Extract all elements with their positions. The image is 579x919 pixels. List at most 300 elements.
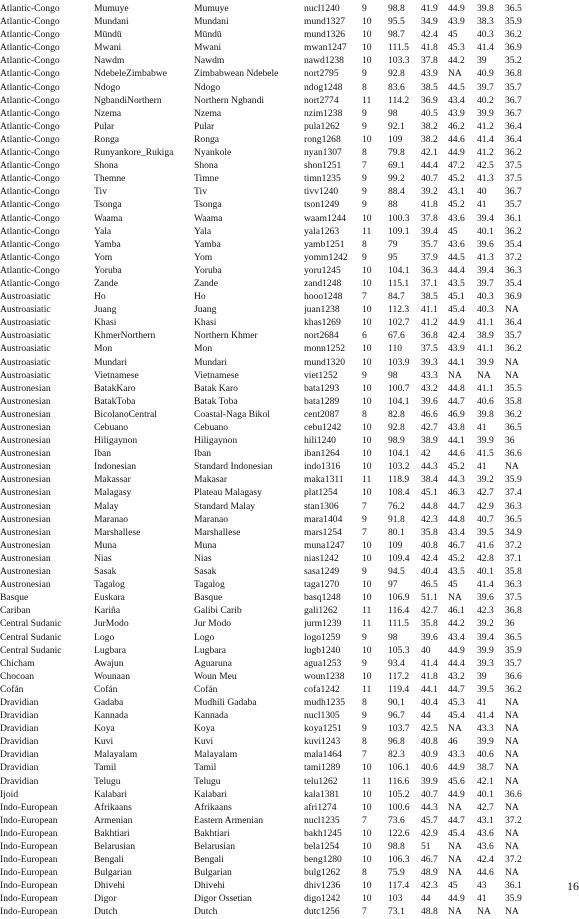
value-cell: 42.9	[477, 500, 494, 512]
value-cell: 38.2	[421, 120, 438, 132]
count-cell: 10	[362, 448, 372, 460]
value-cell: 47.2	[448, 160, 465, 172]
family-cell: Central Sudanic	[0, 631, 62, 643]
table-row	[0, 578, 529, 591]
name-cell: Awajun	[94, 657, 124, 669]
name-cell: Waama	[94, 212, 123, 224]
glottolog-name-cell: Sasak	[194, 566, 217, 578]
glottocode-cell: dutc1256	[304, 906, 340, 918]
value-cell: 98.8	[388, 3, 405, 14]
glottolog-name-cell: Cofán	[194, 683, 218, 695]
family-cell: Atlantic-Congo	[0, 107, 60, 119]
name-cell: Shona	[94, 160, 118, 172]
value-cell: 40	[477, 186, 487, 198]
value-cell: 102.7	[388, 317, 410, 329]
name-cell: Runyankore_Rukiga	[94, 147, 174, 159]
family-cell: Cariban	[0, 605, 31, 617]
count-cell: 10	[362, 133, 372, 145]
name-cell: Marshallese	[94, 526, 141, 538]
value-cell: 116.4	[388, 605, 410, 617]
family-cell: Ijoid	[0, 788, 19, 800]
value-cell: NA	[448, 867, 462, 879]
glottocode-cell: jurm1239	[304, 618, 342, 630]
glottolog-name-cell: Plateau Malagasy	[194, 487, 262, 499]
family-cell: Austronesian	[0, 435, 51, 447]
family-cell: Indo-European	[0, 841, 58, 852]
value-cell: 39.6	[477, 592, 494, 604]
value-cell: 103.2	[388, 461, 410, 473]
count-cell: 8	[362, 736, 367, 748]
count-cell: 10	[362, 788, 372, 800]
count-cell: 11	[362, 225, 372, 237]
count-cell: 11	[362, 94, 372, 106]
value-cell: 41.4	[421, 657, 438, 669]
name-cell: Malagasy	[94, 487, 132, 499]
value-cell: 46.3	[448, 487, 465, 499]
value-cell: 45	[448, 880, 458, 892]
value-cell: 39.8	[477, 3, 494, 14]
name-cell: Koya	[94, 723, 115, 735]
name-cell: Bulgarian	[94, 867, 132, 879]
glottocode-cell: nias1242	[304, 552, 339, 564]
value-cell: 36.4	[505, 120, 522, 132]
name-cell: Tsonga	[94, 199, 122, 211]
family-cell: Austronesian	[0, 408, 51, 420]
table-row	[0, 107, 529, 120]
count-cell: 9	[362, 723, 367, 735]
value-cell: 104.1	[388, 264, 410, 276]
name-cell: Kuvi	[94, 736, 114, 748]
glottolog-name-cell: Mumuye	[194, 3, 229, 14]
table-row	[0, 342, 529, 355]
name-cell: Tamil	[94, 762, 117, 774]
glottocode-cell: logo1259	[304, 631, 341, 643]
page-number: 16	[567, 879, 579, 893]
name-cell: Nias	[94, 552, 112, 564]
glottolog-name-cell: Logo	[194, 631, 215, 643]
family-cell: Austroasiatic	[0, 356, 51, 368]
count-cell: 10	[362, 827, 372, 839]
value-cell: NA	[448, 854, 462, 866]
value-cell: 44.7	[448, 395, 465, 407]
table-row	[0, 303, 529, 316]
value-cell: 104.1	[388, 448, 410, 460]
glottolog-name-cell: Tsonga	[194, 199, 222, 211]
value-cell: 35.4	[505, 238, 522, 250]
value-cell: NA	[505, 827, 519, 839]
table-row	[0, 54, 529, 67]
table-row	[0, 146, 529, 159]
value-cell: 39.2	[477, 618, 494, 630]
glottocode-cell: nort2684	[304, 330, 339, 342]
table-row	[0, 264, 529, 277]
table-row	[0, 617, 529, 630]
table-row	[0, 657, 529, 670]
glottocode-cell: khas1269	[304, 317, 341, 329]
value-cell: 44.1	[448, 356, 465, 368]
value-cell: 103.7	[388, 723, 410, 735]
value-cell: 39.7	[477, 277, 494, 289]
value-cell: 111.5	[388, 618, 409, 630]
name-cell: Tiv	[94, 186, 107, 198]
value-cell: 37.5	[505, 160, 522, 172]
table-row	[0, 696, 529, 709]
value-cell: 39	[477, 55, 487, 67]
value-cell: 35.9	[505, 893, 522, 905]
table-row	[0, 670, 529, 683]
value-cell: 41.1	[477, 382, 494, 394]
value-cell: 42.7	[477, 801, 494, 813]
value-cell: 35.9	[505, 16, 522, 28]
family-cell: Atlantic-Congo	[0, 133, 60, 145]
value-cell: 41	[477, 696, 487, 708]
table-row	[0, 473, 529, 486]
value-cell: 37.8	[421, 55, 438, 67]
value-cell: 43.6	[477, 841, 494, 852]
table-row	[0, 133, 529, 146]
family-cell: Chicham	[0, 657, 35, 669]
table-row	[0, 604, 529, 617]
glottocode-cell: cofa1242	[304, 683, 340, 695]
count-cell: 10	[362, 435, 372, 447]
value-cell: NA	[477, 369, 491, 381]
count-cell: 11	[362, 605, 372, 617]
count-cell: 9	[362, 251, 367, 263]
table-row	[0, 2, 529, 15]
name-cell: BatakToba	[94, 395, 136, 407]
value-cell: 41.5	[477, 448, 494, 460]
value-cell: 43.9	[421, 68, 438, 80]
value-cell: 39.7	[477, 81, 494, 93]
value-cell: 37.2	[505, 854, 522, 866]
value-cell: 35.7	[505, 330, 522, 342]
value-cell: 36.2	[505, 343, 522, 355]
value-cell: 36.5	[505, 3, 522, 14]
value-cell: 48.9	[421, 867, 438, 879]
name-cell: Maranao	[94, 513, 129, 525]
count-cell: 9	[362, 631, 367, 643]
count-cell: 10	[362, 579, 372, 591]
value-cell: 44.4	[421, 160, 438, 172]
value-cell: 45.1	[448, 291, 465, 303]
value-cell: 91.8	[388, 513, 405, 525]
value-cell: 41	[477, 461, 487, 473]
glottolog-name-cell: Batak Karo	[194, 382, 238, 394]
value-cell: NA	[505, 356, 519, 368]
value-cell: 41.2	[421, 317, 438, 329]
count-cell: 9	[362, 120, 367, 132]
family-cell: Austronesian	[0, 566, 51, 578]
value-cell: 36.3	[505, 264, 522, 276]
glottocode-cell: basq1248	[304, 592, 341, 604]
name-cell: Bengali	[94, 854, 124, 866]
value-cell: 44.7	[448, 683, 465, 695]
glottolog-name-cell: Nzema	[194, 107, 222, 119]
name-cell: Mumuye	[94, 3, 129, 14]
count-cell: 10	[362, 343, 372, 355]
value-cell: 100.7	[388, 382, 410, 394]
value-cell: 39.9	[477, 435, 494, 447]
family-cell: Austronesian	[0, 513, 51, 525]
name-cell: Khasi	[94, 317, 117, 329]
value-cell: 39.6	[477, 238, 494, 250]
value-cell: 39	[477, 670, 487, 682]
family-cell: Austronesian	[0, 579, 51, 591]
glottolog-name-cell: Yom	[194, 251, 213, 263]
table-row	[0, 356, 529, 369]
family-cell: Atlantic-Congo	[0, 94, 60, 106]
value-cell: 103.3	[388, 55, 410, 67]
value-cell: NA	[505, 867, 519, 879]
name-cell: Yamba	[94, 238, 121, 250]
value-cell: 35.5	[505, 382, 522, 394]
count-cell: 10	[362, 16, 372, 28]
glottocode-cell: digo1242	[304, 893, 341, 905]
value-cell: NA	[448, 801, 462, 813]
glottolog-name-cell: Zande	[194, 277, 218, 289]
value-cell: 44.2	[448, 618, 465, 630]
table-row	[0, 277, 529, 290]
value-cell: 46.5	[421, 579, 438, 591]
family-cell: Austroasiatic	[0, 330, 51, 342]
value-cell: 38.4	[421, 474, 438, 486]
glottolog-name-cell: Yoruba	[194, 264, 222, 276]
glottocode-cell: nyan1307	[304, 147, 342, 159]
count-cell: 10	[362, 644, 372, 656]
glottocode-cell: mund1327	[304, 16, 346, 28]
value-cell: 36.5	[505, 513, 522, 525]
glottolog-name-cell: Mundari	[194, 356, 228, 368]
family-cell: Indo-European	[0, 867, 58, 879]
value-cell: 40.4	[421, 696, 438, 708]
table-row	[0, 644, 529, 657]
value-cell: 35.7	[505, 657, 522, 669]
value-cell: 41.4	[477, 710, 494, 722]
count-cell: 6	[362, 330, 367, 342]
glottocode-cell: agua1253	[304, 657, 342, 669]
glottocode-cell: nort2774	[304, 94, 339, 106]
value-cell: 36.3	[505, 500, 522, 512]
glottolog-name-cell: Maranao	[194, 513, 229, 525]
glottocode-cell: cebu1242	[304, 422, 342, 433]
table-row	[0, 722, 529, 735]
glottocode-cell: bela1254	[304, 841, 340, 852]
family-cell: Central Sudanic	[0, 618, 62, 630]
value-cell: 94.5	[388, 566, 405, 578]
value-cell: 51.1	[421, 592, 438, 604]
value-cell: 40.5	[421, 107, 438, 119]
value-cell: 42.4	[448, 330, 465, 342]
value-cell: 104.1	[388, 395, 410, 407]
value-cell: 44.4	[448, 657, 465, 669]
table-row	[0, 866, 529, 879]
value-cell: 39.2	[421, 186, 438, 198]
value-cell: 44.9	[448, 317, 465, 329]
value-cell: 40.7	[421, 788, 438, 800]
name-cell: Vietnamese	[94, 369, 139, 381]
table-row	[0, 683, 529, 696]
name-cell: Mundani	[94, 16, 129, 28]
value-cell: 42.3	[421, 513, 438, 525]
value-cell: NA	[448, 68, 462, 80]
table-row	[0, 225, 529, 238]
family-cell: Austronesian	[0, 526, 51, 538]
glottocode-cell: bakh1245	[304, 827, 342, 839]
value-cell: 44.3	[421, 461, 438, 473]
glottocode-cell: viet1252	[304, 369, 338, 381]
value-cell: 73.6	[388, 814, 405, 826]
glottolog-name-cell: Juang	[194, 304, 217, 316]
name-cell: Malayalam	[94, 749, 138, 761]
glottocode-cell: sasa1249	[304, 566, 340, 578]
value-cell: 41	[477, 893, 487, 905]
value-cell: 40.3	[477, 29, 494, 41]
glottocode-cell: tivv1240	[304, 186, 339, 198]
glottolog-name-cell: Malayalam	[194, 749, 238, 761]
table-row	[0, 552, 529, 565]
glottocode-cell: rong1268	[304, 133, 341, 145]
glottocode-cell: yamb1251	[304, 238, 345, 250]
glottolog-name-cell: Kalabari	[194, 788, 228, 800]
value-cell: 43.6	[477, 827, 494, 839]
glottocode-cell: maka1311	[304, 474, 344, 486]
value-cell: 40.2	[477, 94, 494, 106]
value-cell: 44.6	[448, 133, 465, 145]
value-cell: 88.4	[388, 186, 405, 198]
value-cell: 37.8	[421, 212, 438, 224]
value-cell: NA	[505, 736, 519, 748]
value-cell: 40.8	[421, 539, 438, 551]
value-cell: 40.4	[421, 566, 438, 578]
value-cell: 88	[388, 199, 398, 211]
value-cell: 36.6	[505, 448, 522, 460]
table-row	[0, 892, 529, 905]
value-cell: 42.3	[477, 605, 494, 617]
name-cell: Nzema	[94, 107, 122, 119]
value-cell: 39.3	[477, 657, 494, 669]
count-cell: 10	[362, 893, 372, 905]
value-cell: NA	[505, 801, 519, 813]
value-cell: 76.2	[388, 500, 405, 512]
glottolog-name-cell: Mūndū	[194, 29, 222, 41]
count-cell: 10	[362, 670, 372, 682]
count-cell: 10	[362, 356, 372, 368]
value-cell: NA	[448, 906, 462, 918]
name-cell: Nawdm	[94, 55, 125, 67]
glottolog-name-cell: Iban	[194, 448, 212, 460]
value-cell: 37.9	[421, 251, 438, 263]
count-cell: 8	[362, 147, 367, 159]
glottolog-name-cell: Kannada	[194, 710, 229, 722]
value-cell: 46	[448, 736, 458, 748]
family-cell: Austroasiatic	[0, 291, 51, 303]
table-row	[0, 120, 529, 133]
glottolog-name-cell: Jur Modo	[194, 618, 232, 630]
glottocode-cell: monn1252	[304, 343, 346, 355]
count-cell: 10	[362, 880, 372, 892]
family-cell: Atlantic-Congo	[0, 16, 60, 28]
name-cell: Iban	[94, 448, 112, 460]
value-cell: 43.4	[448, 631, 465, 643]
count-cell: 10	[362, 487, 372, 499]
glottocode-cell: timn1235	[304, 173, 341, 185]
value-cell: NA	[448, 841, 462, 852]
value-cell: 39.4	[477, 264, 494, 276]
value-cell: 96.8	[388, 736, 405, 748]
value-cell: 41.8	[421, 670, 438, 682]
name-cell: Armenian	[94, 814, 133, 826]
family-cell: Austronesian	[0, 552, 51, 564]
name-cell: Muna	[94, 539, 117, 551]
count-cell: 11	[362, 775, 372, 787]
value-cell: 109	[388, 539, 403, 551]
value-cell: 114.2	[388, 94, 410, 106]
count-cell: 9	[362, 566, 367, 578]
value-cell: 43.5	[448, 277, 465, 289]
table-row	[0, 631, 529, 644]
value-cell: 40.6	[477, 749, 494, 761]
family-cell: Dravidian	[0, 723, 39, 735]
value-cell: 42.7	[477, 487, 494, 499]
value-cell: 95	[388, 251, 398, 263]
glottolog-name-cell: Timne	[194, 173, 219, 185]
value-cell: 44.8	[421, 500, 438, 512]
value-cell: 43.3	[448, 749, 465, 761]
value-cell: 43.6	[448, 238, 465, 250]
glottolog-name-cell: Kuvi	[194, 736, 214, 748]
table-row	[0, 539, 529, 552]
value-cell: 39.9	[477, 644, 494, 656]
family-cell: Austronesian	[0, 448, 51, 460]
family-cell: Indo-European	[0, 814, 58, 826]
value-cell: 118.9	[388, 474, 410, 486]
glottolog-name-cell: Batak Toba	[194, 395, 238, 407]
value-cell: 92.8	[388, 68, 405, 80]
value-cell: 35.8	[421, 526, 438, 538]
glottolog-name-cell: Tiv	[194, 186, 207, 198]
glottocode-cell: nort2795	[304, 68, 339, 80]
glottolog-name-cell: Vietnamese	[194, 369, 239, 381]
value-cell: 99.2	[388, 173, 405, 185]
count-cell: 10	[362, 317, 372, 329]
name-cell: Mūndū	[94, 29, 122, 41]
name-cell: Lugbara	[94, 644, 126, 656]
value-cell: 43.1	[448, 186, 465, 198]
value-cell: 45.2	[448, 552, 465, 564]
value-cell: 37.5	[505, 592, 522, 604]
glottocode-cell: telu1262	[304, 775, 338, 787]
value-cell: 36.2	[505, 225, 522, 237]
glottolog-name-cell: Khasi	[194, 317, 217, 329]
value-cell: 39.4	[421, 225, 438, 237]
family-cell: Atlantic-Congo	[0, 238, 60, 250]
name-cell: Zande	[94, 277, 118, 289]
count-cell: 9	[362, 68, 367, 80]
value-cell: 36.1	[505, 212, 522, 224]
glottolog-name-cell: Lugbara	[194, 644, 226, 656]
table-row	[0, 290, 529, 303]
value-cell: 39.9	[477, 107, 494, 119]
count-cell: 9	[362, 199, 367, 211]
value-cell: 35.9	[505, 474, 522, 486]
table-row	[0, 172, 529, 185]
glottolog-name-cell: Nawdm	[194, 55, 225, 67]
value-cell: 44.4	[448, 264, 465, 276]
name-cell: Euskara	[94, 592, 125, 604]
value-cell: 109	[388, 133, 403, 145]
glottocode-cell: koya1251	[304, 723, 342, 735]
glottocode-cell: yomm1242	[304, 251, 348, 263]
